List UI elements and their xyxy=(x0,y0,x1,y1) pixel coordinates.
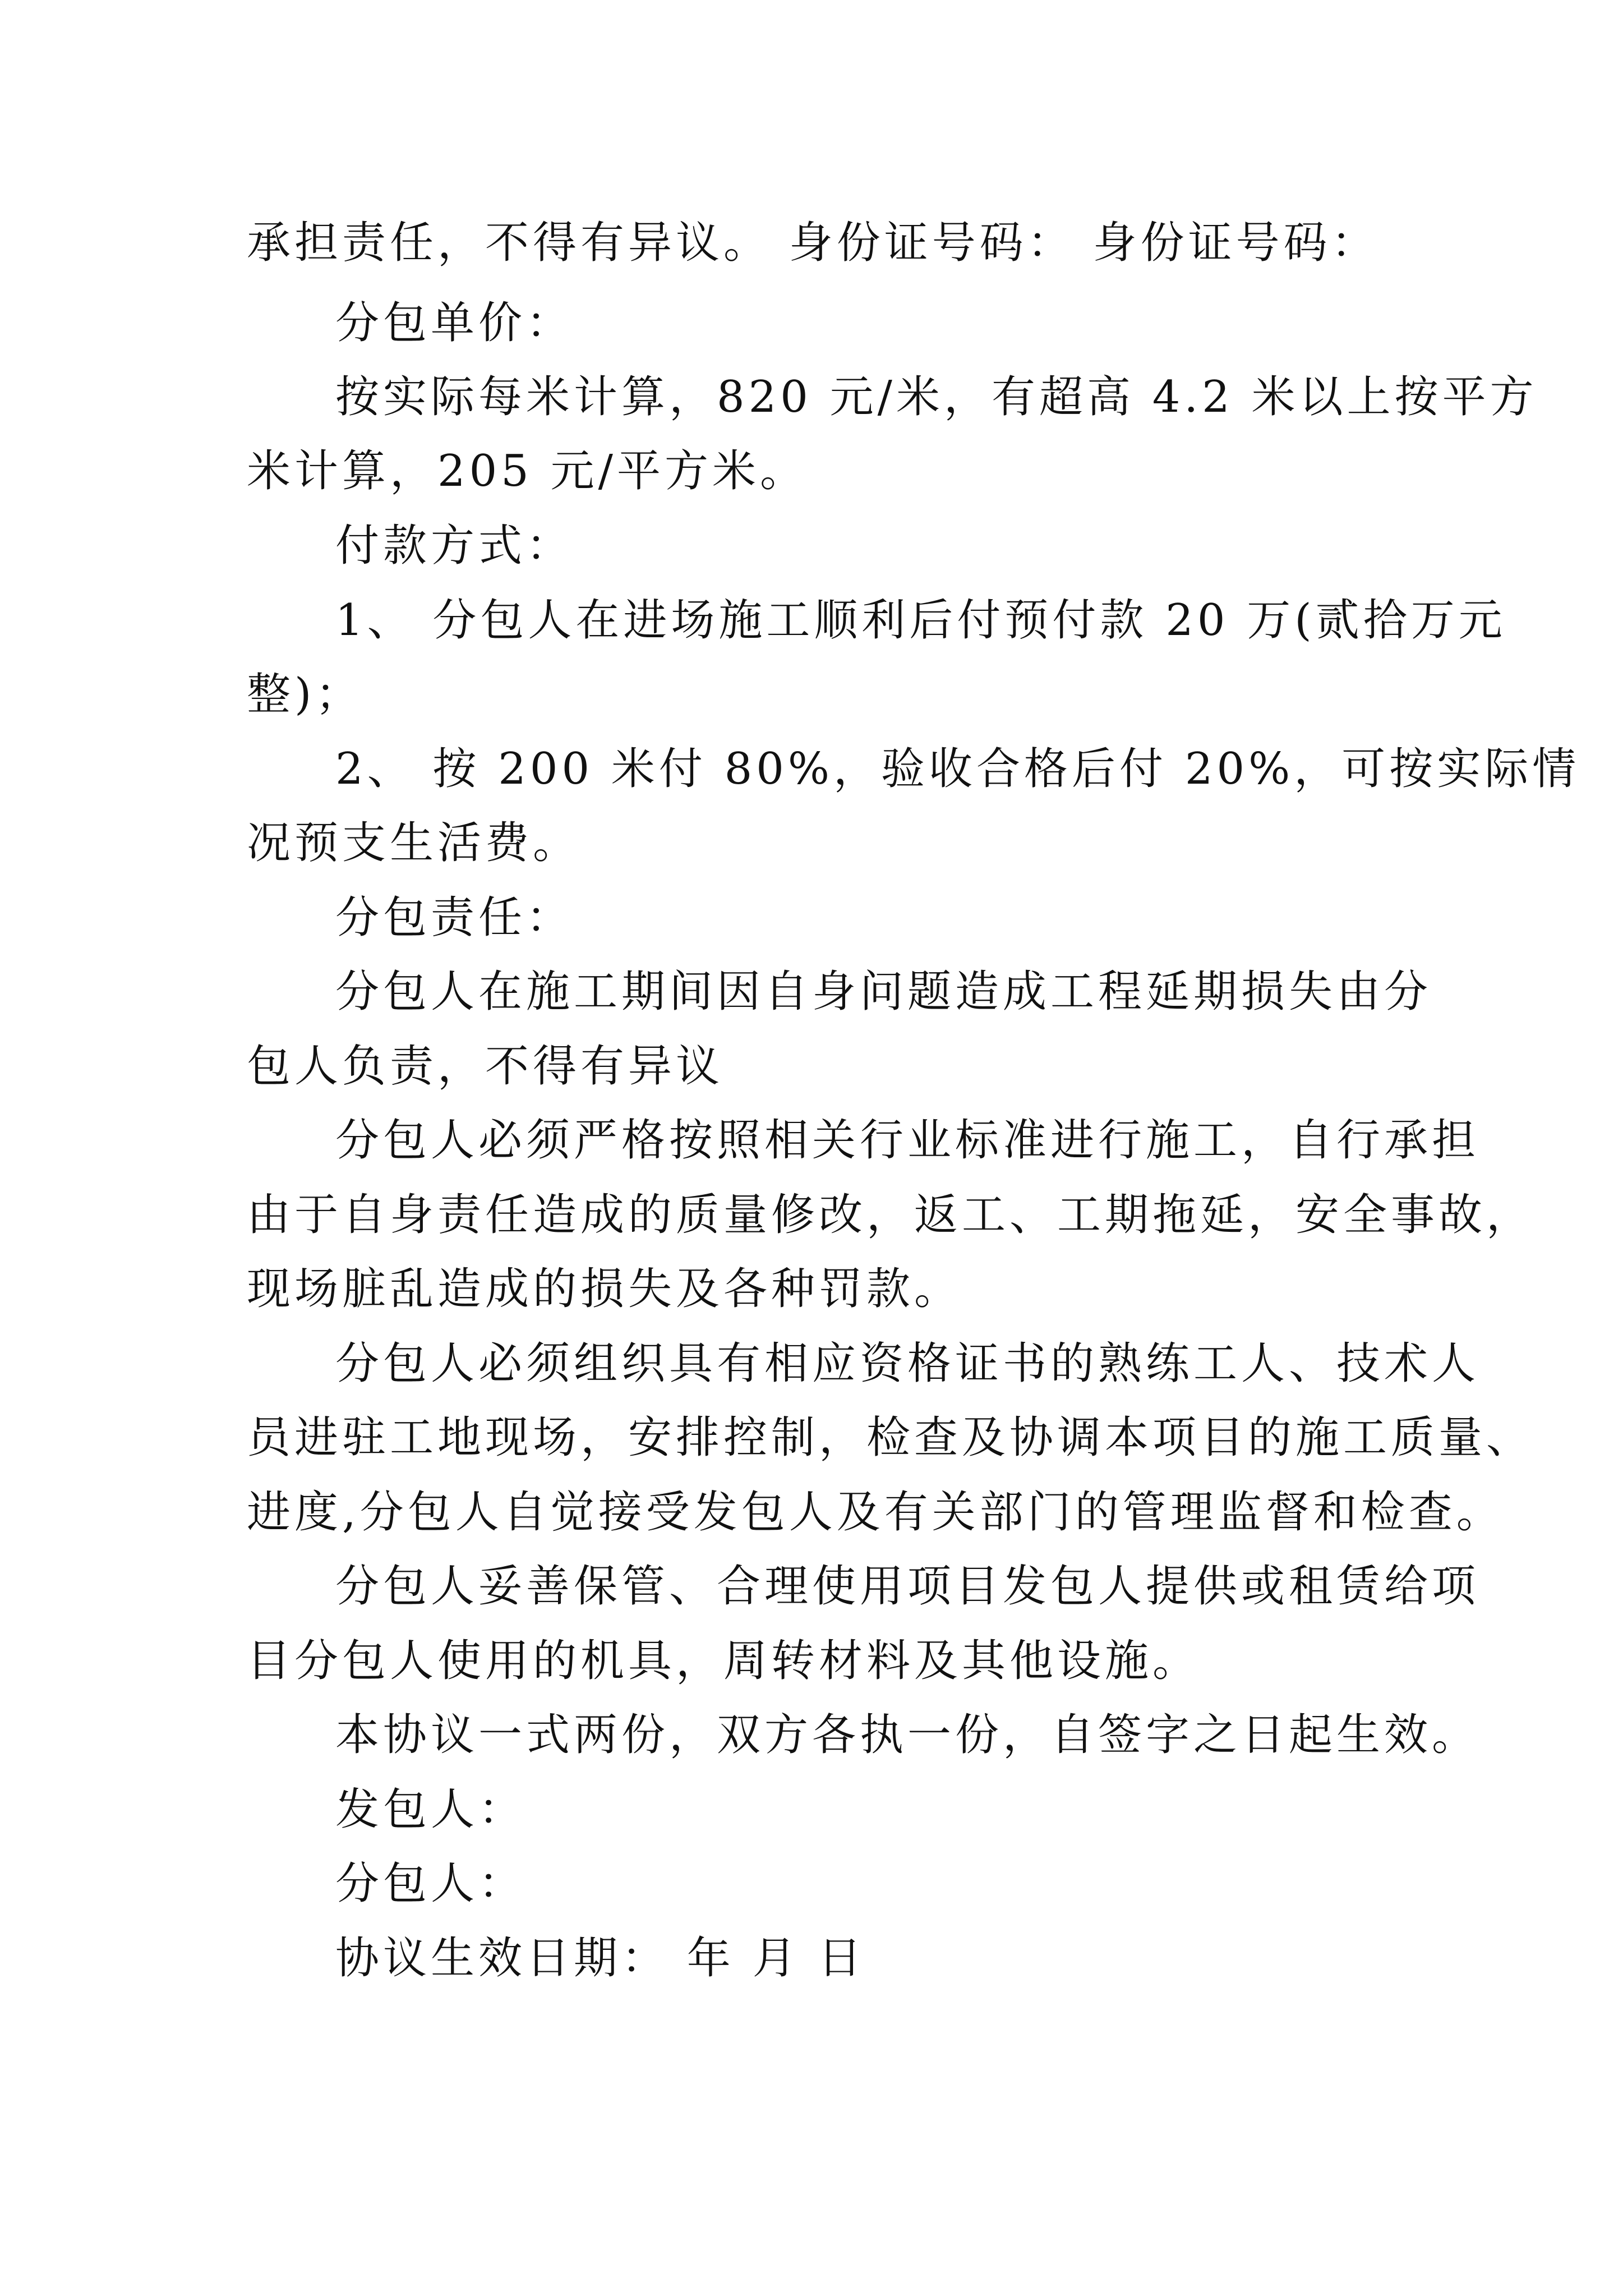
text-line-price-1: 按实际每米计算，820 元/米，有超高 4.2 米以上按平方 xyxy=(335,372,1538,422)
text-line-standards-3: 现场脏乱造成的损失及各种罚款。 xyxy=(247,1264,962,1314)
text-line-delay-2: 包人负责，不得有异议 xyxy=(247,1041,724,1092)
text-line-workers-3: 进度,分包人自觉接受发包人及有关部门的管理监督和检查。 xyxy=(247,1487,1504,1538)
text-line-standards-2: 由于自身责任造成的质量修改，返工、工期拖延，安全事故， xyxy=(247,1190,1534,1240)
text-line-delay-1: 分包人在施工期间因自身问题造成工程延期损失由分 xyxy=(335,967,1432,1017)
heading-unit-price: 分包单价： xyxy=(335,298,574,348)
text-line-responsibility-id: 承担责任，不得有异议。 身份证号码： 身份证号码： xyxy=(247,218,1379,268)
text-line-workers-1: 分包人必须组织具有相应资格证书的熟练工人、技术人 xyxy=(335,1338,1480,1389)
text-line-payment-1b: 整)； xyxy=(247,669,363,720)
label-contractor: 发包人： xyxy=(335,1784,527,1835)
label-effective-date: 协议生效日期： 年 月 日 xyxy=(335,1933,866,1984)
text-line-standards-1: 分包人必须严格按照相关行业标准进行施工，自行承担 xyxy=(335,1115,1480,1166)
heading-subcontract-responsibility: 分包责任： xyxy=(335,892,574,943)
text-line-equipment-1: 分包人妥善保管、合理使用项目发包人提供或租赁给项 xyxy=(335,1561,1480,1612)
heading-payment-method: 付款方式： xyxy=(335,521,574,571)
text-line-payment-2b: 况预支生活费。 xyxy=(247,818,581,868)
text-line-workers-2: 员进驻工地现场，安排控制，检查及协调本项目的施工质量、 xyxy=(247,1412,1534,1463)
text-line-payment-1a: 1、 分包人在进场施工顺利后付预付款 20 万(贰拾万元 xyxy=(335,595,1506,646)
text-line-copies: 本协议一式两份，双方各执一份，自签字之日起生效。 xyxy=(335,1710,1480,1760)
text-line-payment-2a: 2、 按 200 米付 80%，验收合格后付 20%，可按实际情 xyxy=(335,744,1580,794)
label-subcontractor: 分包人： xyxy=(335,1858,527,1909)
text-line-price-2: 米计算，205 元/平方米。 xyxy=(247,446,808,496)
text-line-equipment-2: 目分包人使用的机具，周转材料及其他设施。 xyxy=(247,1636,1201,1686)
